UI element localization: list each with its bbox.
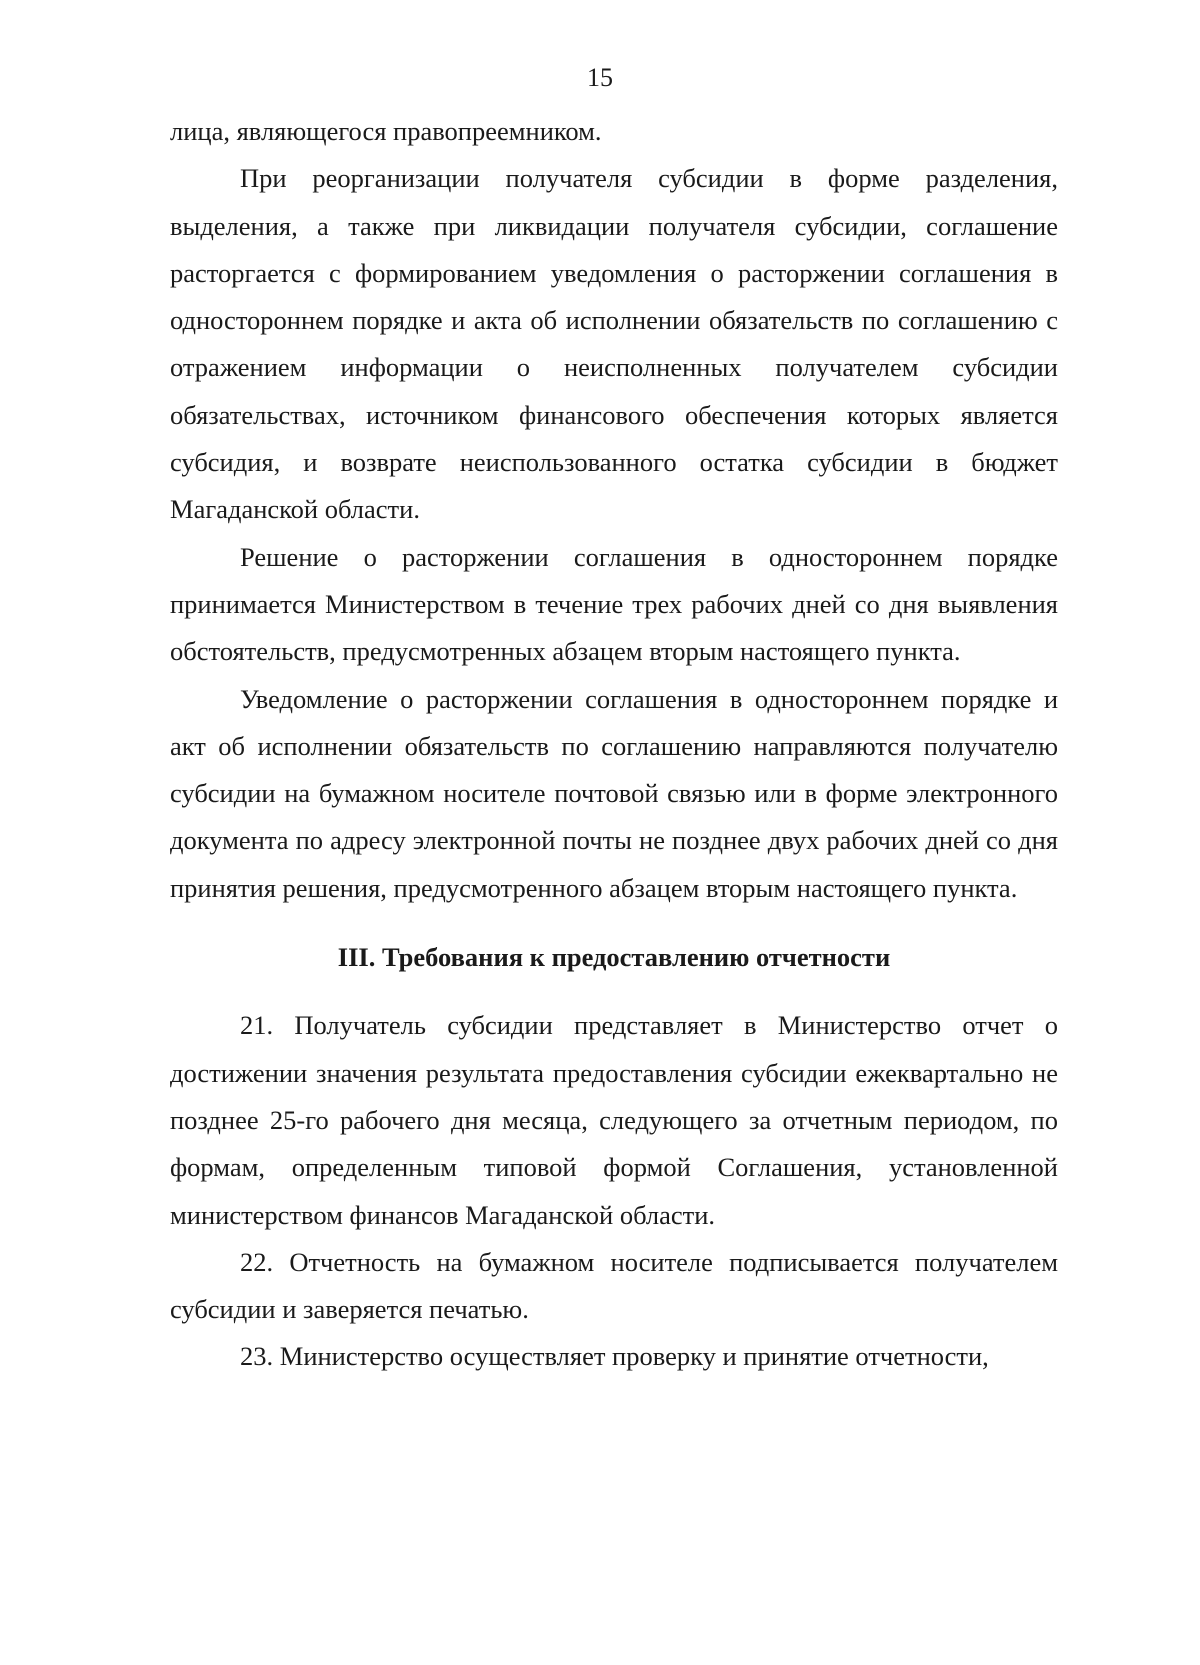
- paragraph-item-23: 23. Министерство осуществляет проверку и принятие отчетности,: [240, 1341, 989, 1372]
- document-body: [170, 108, 1058, 1381]
- paragraph-termination-decision: Решение о расторжении соглашения в одностороннем порядке принимается Министерством в течение трех рабочих дней со дня выявления обстоятельств, предусмотренных абзацем вторым настоящего пункта.: [170, 541, 1058, 667]
- paragraph-reorganization: При реорганизации получателя субсидии в форме разделения, выделения, а также при ликвидации получателя субсидии, соглашение расторгается с формированием уведомления о расторжении соглашения в одностороннем порядке и акта об исполнении обязательств по соглашению с отражением информации о неисполненных получателем субсидии обязательствах, источником финансового обеспечения которых является субсидия, и возврате неиспользованного остатка субсидии в бюджет Магаданской области.: [170, 163, 1058, 525]
- section-heading: III. Требования к предоставлению отчетности: [337, 942, 891, 973]
- paragraph-item-22: 22. Отчетность на бумажном носителе подписывается получателем субсидии и заверяется печатью.: [170, 1246, 1058, 1325]
- paragraph-continuation: лица, являющегося правопреемником.: [170, 116, 602, 146]
- page-number: 15: [587, 63, 613, 92]
- paragraph-termination-notice: Уведомление о расторжении соглашения в одностороннем порядке и акт об исполнении обязательств по соглашению направляются получателю субсидии на бумажном носителе почтовой связью или в форме электронного документа по адресу электронной почты не позднее двух рабочих дней со дня принятия решения, предусмотренного абзацем вторым настоящего пункта.: [170, 683, 1058, 903]
- paragraph-item-21: 21. Получатель субсидии представляет в Министерство отчет о достижении значения результата предоставления субсидии ежеквартально не позднее 25-го рабочего дня месяца, следующего за отчетным периодом, по формам, определенным типовой формой Соглашения, установленной министерством финансов Магаданской области.: [170, 1010, 1058, 1230]
